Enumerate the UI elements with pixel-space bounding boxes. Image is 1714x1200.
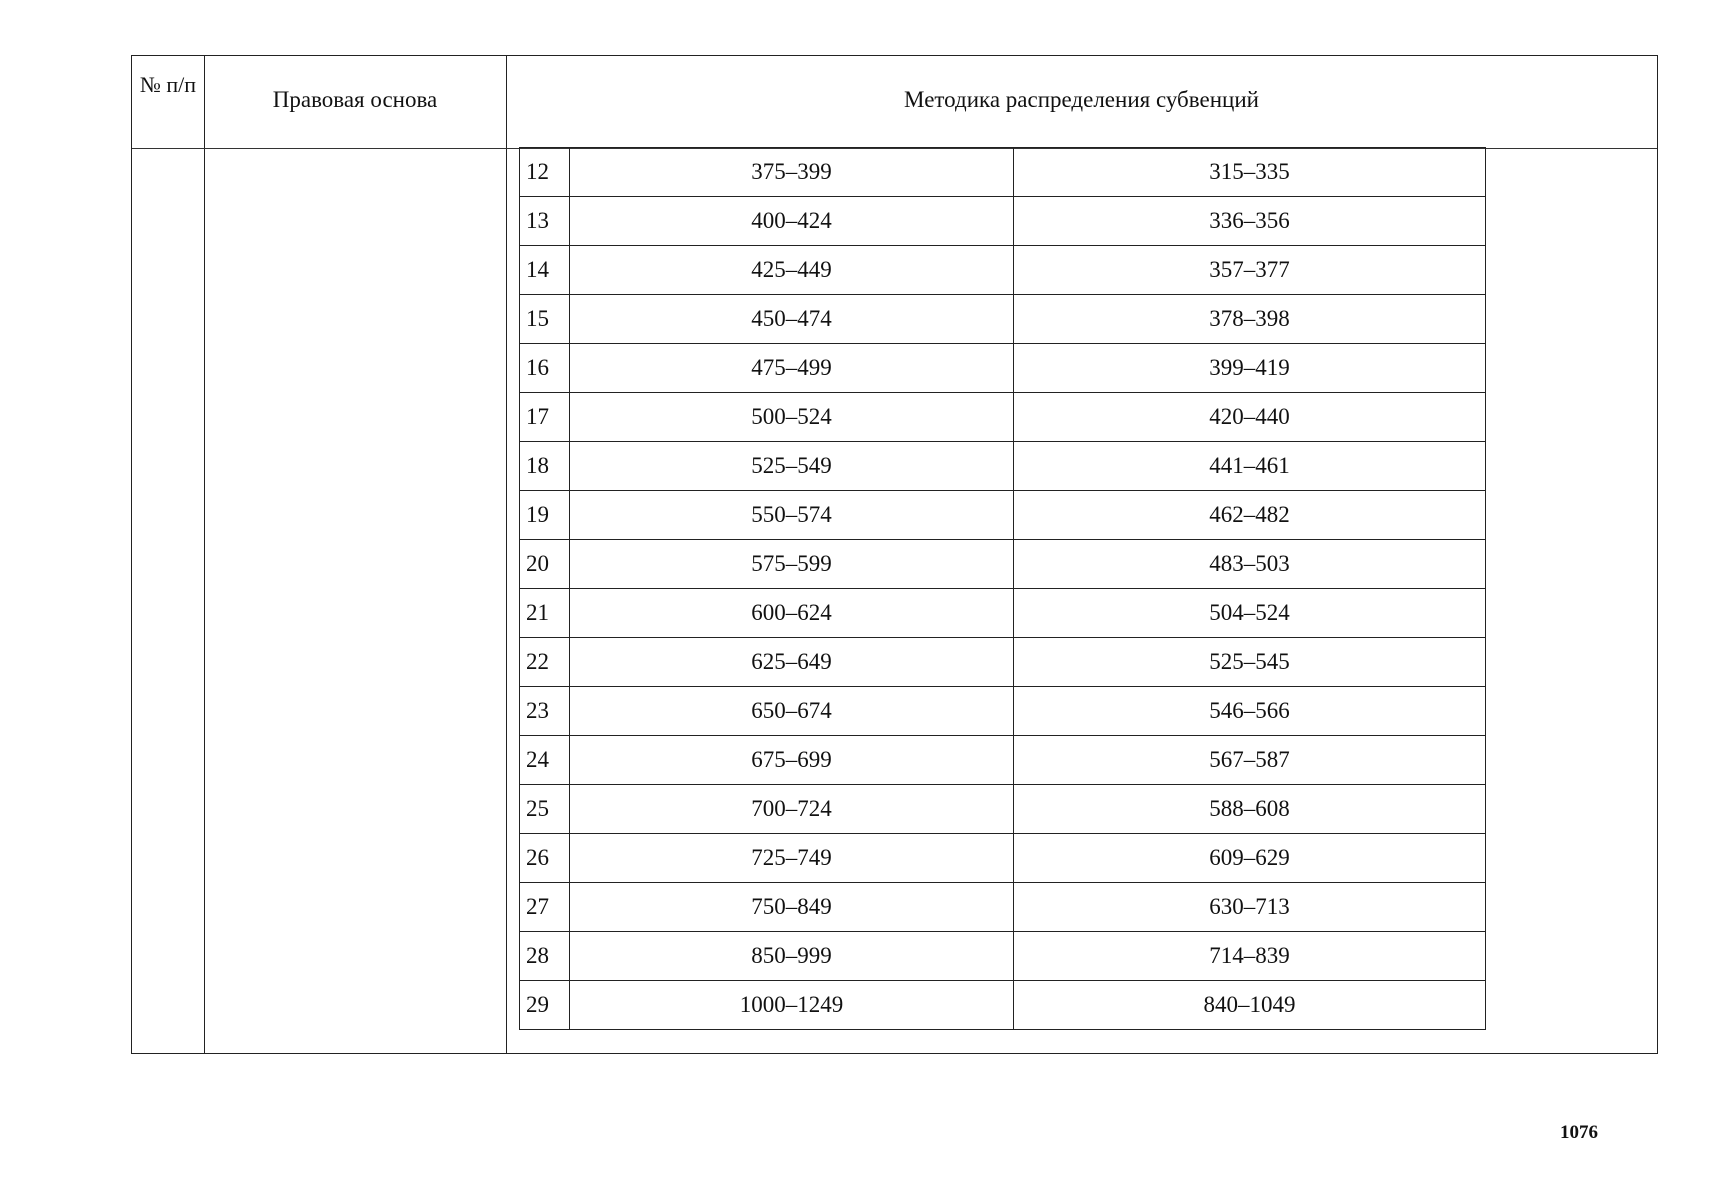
table-row bbox=[520, 638, 1486, 687]
row-number-cell: 12 bbox=[520, 148, 570, 197]
row-number-cell: 29 bbox=[520, 981, 570, 1030]
column-divider bbox=[204, 56, 205, 1053]
range-b-cell: 567–587 bbox=[1014, 736, 1486, 785]
range-a-cell: 700–724 bbox=[570, 785, 1014, 834]
range-a-cell: 550–574 bbox=[570, 491, 1014, 540]
row-number-cell: 22 bbox=[520, 638, 570, 687]
row-number-cell: 24 bbox=[520, 736, 570, 785]
row-number-cell: 23 bbox=[520, 687, 570, 736]
row-number-cell: 26 bbox=[520, 834, 570, 883]
range-a-cell: 600–624 bbox=[570, 589, 1014, 638]
range-b-cell: 840–1049 bbox=[1014, 981, 1486, 1030]
range-b-cell: 546–566 bbox=[1014, 687, 1486, 736]
column-divider bbox=[506, 56, 507, 1053]
range-a-cell: 625–649 bbox=[570, 638, 1014, 687]
range-b-cell: 336–356 bbox=[1014, 197, 1486, 246]
range-b-cell: 399–419 bbox=[1014, 344, 1486, 393]
range-a-cell: 725–749 bbox=[570, 834, 1014, 883]
subvention-table bbox=[519, 147, 1486, 1030]
row-number-cell: 28 bbox=[520, 932, 570, 981]
range-b-cell: 315–335 bbox=[1014, 148, 1486, 197]
range-b-cell: 714–839 bbox=[1014, 932, 1486, 981]
header-legal-basis: Правовая основа bbox=[272, 87, 438, 112]
range-b-cell: 462–482 bbox=[1014, 491, 1486, 540]
header-number-label: № п/п bbox=[139, 72, 197, 97]
range-b-cell: 504–524 bbox=[1014, 589, 1486, 638]
table-row bbox=[520, 687, 1486, 736]
row-number-cell: 20 bbox=[520, 540, 570, 589]
range-b-cell: 420–440 bbox=[1014, 393, 1486, 442]
range-a-cell: 425–449 bbox=[570, 246, 1014, 295]
row-number-cell: 25 bbox=[520, 785, 570, 834]
row-number-cell: 13 bbox=[520, 197, 570, 246]
row-number-cell: 18 bbox=[520, 442, 570, 491]
row-number-cell: 16 bbox=[520, 344, 570, 393]
table-row bbox=[520, 932, 1486, 981]
range-b-cell: 378–398 bbox=[1014, 295, 1486, 344]
range-a-cell: 375–399 bbox=[570, 148, 1014, 197]
range-a-cell: 450–474 bbox=[570, 295, 1014, 344]
table-row bbox=[520, 491, 1486, 540]
range-b-cell: 609–629 bbox=[1014, 834, 1486, 883]
range-b-cell: 441–461 bbox=[1014, 442, 1486, 491]
table-row bbox=[520, 785, 1486, 834]
row-number-cell: 19 bbox=[520, 491, 570, 540]
row-number-cell: 21 bbox=[520, 589, 570, 638]
range-a-cell: 750–849 bbox=[570, 883, 1014, 932]
row-number-cell: 15 bbox=[520, 295, 570, 344]
table-row bbox=[520, 148, 1486, 197]
range-a-cell: 1000–1249 bbox=[570, 981, 1014, 1030]
table-row bbox=[520, 981, 1486, 1030]
range-a-cell: 650–674 bbox=[570, 687, 1014, 736]
range-a-cell: 675–699 bbox=[570, 736, 1014, 785]
row-number-cell: 14 bbox=[520, 246, 570, 295]
table-row bbox=[520, 393, 1486, 442]
range-b-cell: 357–377 bbox=[1014, 246, 1486, 295]
range-a-cell: 525–549 bbox=[570, 442, 1014, 491]
table-row bbox=[520, 736, 1486, 785]
range-a-cell: 500–524 bbox=[570, 393, 1014, 442]
header-methodology: Методика распределения субвенций bbox=[904, 87, 1259, 112]
table-row bbox=[520, 197, 1486, 246]
table-row bbox=[520, 246, 1486, 295]
row-number-cell: 27 bbox=[520, 883, 570, 932]
range-b-cell: 525–545 bbox=[1014, 638, 1486, 687]
range-a-cell: 575–599 bbox=[570, 540, 1014, 589]
table-row bbox=[520, 589, 1486, 638]
table-row bbox=[520, 540, 1486, 589]
row-number-cell: 17 bbox=[520, 393, 570, 442]
page-number: 1076 bbox=[1560, 1122, 1598, 1143]
table-row bbox=[520, 834, 1486, 883]
range-a-cell: 850–999 bbox=[570, 932, 1014, 981]
table-row bbox=[520, 442, 1486, 491]
table-row bbox=[520, 295, 1486, 344]
range-a-cell: 475–499 bbox=[570, 344, 1014, 393]
range-b-cell: 588–608 bbox=[1014, 785, 1486, 834]
table-row bbox=[520, 344, 1486, 393]
table-row bbox=[520, 883, 1486, 932]
range-a-cell: 400–424 bbox=[570, 197, 1014, 246]
range-b-cell: 630–713 bbox=[1014, 883, 1486, 932]
range-b-cell: 483–503 bbox=[1014, 540, 1486, 589]
